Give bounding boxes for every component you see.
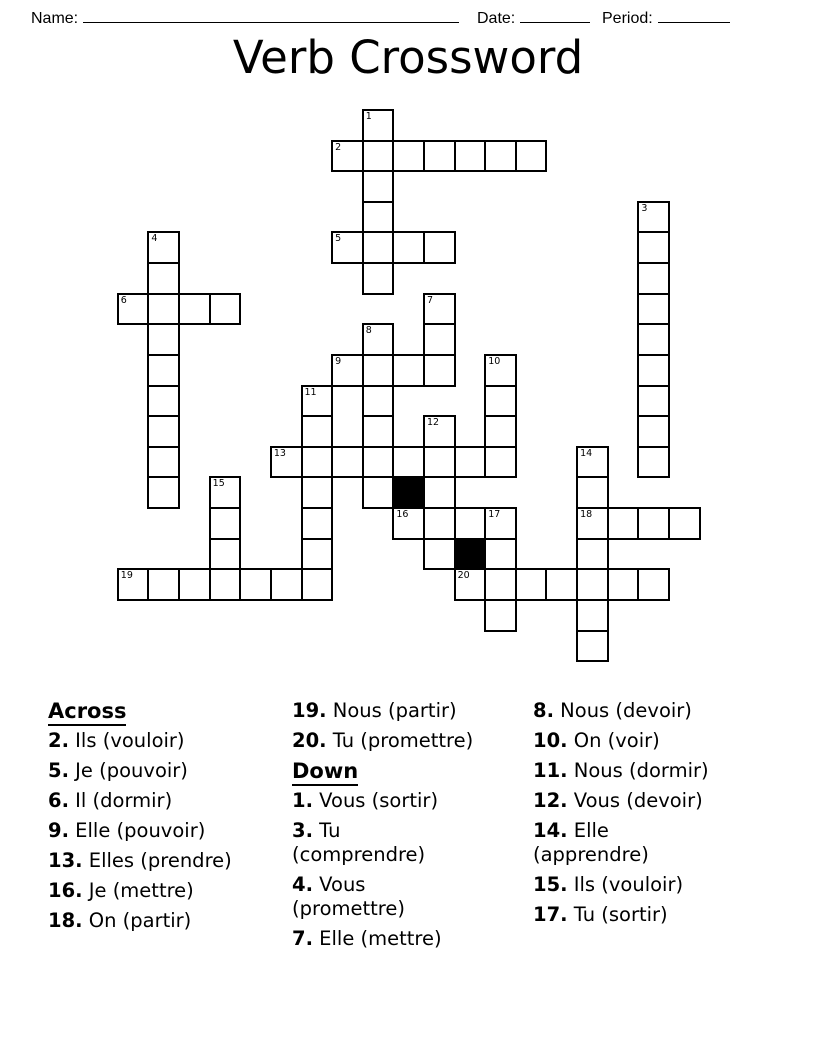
clue-number: 4. (292, 873, 313, 896)
cell-number: 2 (335, 141, 342, 153)
black-cell (454, 538, 487, 571)
clue-item (292, 729, 524, 753)
clue-column-3 (533, 699, 781, 933)
clue-item (533, 759, 781, 783)
clue-item (48, 729, 286, 753)
clue-item (533, 819, 781, 867)
name-label: Name: (31, 10, 79, 27)
clue-item (292, 789, 524, 813)
clue-number: 8. (533, 699, 554, 722)
clue-item (292, 873, 524, 921)
clue-list-heading (292, 759, 524, 783)
grid-cell (637, 323, 670, 356)
clue-item (48, 759, 286, 783)
grid-cell (301, 507, 334, 540)
grid-cell (454, 568, 487, 601)
clue-text: Ils (vouloir) (567, 873, 684, 896)
clue-text: Tu (promettre) (326, 729, 474, 752)
grid-cell (484, 354, 517, 387)
grid-cell (301, 446, 334, 479)
clue-text: Tu (sortir) (567, 903, 668, 926)
grid-cell (637, 201, 670, 234)
cell-number: 12 (427, 417, 440, 429)
clue-item (292, 927, 524, 951)
clue-item (533, 699, 781, 723)
grid-cell (637, 507, 670, 540)
clue-item (533, 903, 781, 927)
grid-cell (301, 385, 334, 418)
grid-cell (607, 507, 640, 540)
clue-number: 12. (533, 789, 568, 812)
grid-cell (637, 446, 670, 479)
grid-cell (576, 538, 609, 571)
grid-cell (515, 140, 548, 173)
cell-number: 14 (580, 447, 593, 459)
grid-cell (392, 354, 425, 387)
clue-number: 16. (48, 879, 83, 902)
grid-cell (576, 568, 609, 601)
clue-text: Vous (promettre) (292, 873, 405, 920)
grid-cell (147, 415, 180, 448)
cell-number: 20 (457, 570, 470, 582)
clue-list-heading (48, 699, 286, 723)
cell-number: 13 (273, 447, 286, 459)
grid-cell (117, 568, 150, 601)
grid-cell (576, 476, 609, 509)
grid-cell (484, 599, 517, 632)
grid-cell (637, 231, 670, 264)
grid-cell (209, 476, 242, 509)
grid-cell (362, 201, 395, 234)
grid-cell (209, 293, 242, 326)
grid-cell (301, 538, 334, 571)
grid-cell (484, 385, 517, 418)
clue-text: Nous (devoir) (553, 699, 692, 722)
clue-text: Elle (pouvoir) (68, 819, 206, 842)
black-cell (392, 476, 425, 509)
clue-text: Elle (mettre) (312, 927, 442, 950)
grid-cell (362, 140, 395, 173)
grid-cell (362, 415, 395, 448)
grid-cell (637, 293, 670, 326)
clue-text: Vous (devoir) (567, 789, 703, 812)
grid-cell (331, 354, 364, 387)
grid-cell (423, 323, 456, 356)
cell-number: 17 (488, 509, 501, 521)
cell-number: 1 (365, 111, 372, 122)
grid-cell (607, 568, 640, 601)
grid-cell (484, 568, 517, 601)
cell-number: 16 (396, 509, 409, 521)
grid-cell (423, 354, 456, 387)
clue-column-2 (292, 699, 524, 957)
clue-text: Je (mettre) (82, 879, 194, 902)
grid-cell (270, 568, 303, 601)
period-field (602, 6, 730, 28)
grid-cell (270, 446, 303, 479)
cell-number: 15 (212, 478, 225, 490)
cell-number: 9 (335, 355, 342, 367)
date-field (477, 6, 590, 28)
clue-number: 3. (292, 819, 313, 842)
clue-item (48, 849, 286, 873)
grid-cell (147, 354, 180, 387)
grid-cell (545, 568, 578, 601)
grid-cell (637, 262, 670, 295)
clue-text: On (partir) (82, 909, 192, 932)
grid-cell (301, 415, 334, 448)
grid-cell (515, 568, 548, 601)
grid-cell (454, 140, 487, 173)
grid-cell (362, 476, 395, 509)
grid-cell (362, 109, 395, 142)
clue-item (48, 819, 286, 843)
name-blank-line (83, 6, 459, 23)
clue-number: 9. (48, 819, 69, 842)
grid-cell (668, 507, 701, 540)
grid-cell (147, 476, 180, 509)
grid-cell (147, 262, 180, 295)
grid-cell (637, 568, 670, 601)
clue-text: On (voir) (567, 729, 660, 752)
grid-cell (423, 293, 456, 326)
clue-item (48, 789, 286, 813)
grid-cell (423, 507, 456, 540)
grid-cell (392, 446, 425, 479)
grid-cell (147, 568, 180, 601)
grid-cell (209, 568, 242, 601)
grid-cell (576, 507, 609, 540)
grid-cell (147, 293, 180, 326)
grid-cell (362, 385, 395, 418)
grid-cell (423, 446, 456, 479)
grid-cell (576, 599, 609, 632)
name-field (31, 6, 459, 28)
clue-number: 20. (292, 729, 327, 752)
clue-text: Elle (apprendre) (533, 819, 649, 866)
grid-cell (117, 293, 150, 326)
clue-text: Vous (sortir) (312, 789, 439, 812)
clue-number: 7. (292, 927, 313, 950)
grid-cell (484, 140, 517, 173)
grid-cell (484, 507, 517, 540)
grid-cell (423, 231, 456, 264)
grid-cell (331, 446, 364, 479)
clue-item (292, 699, 524, 723)
cell-number: 8 (365, 325, 372, 337)
grid-cell (454, 507, 487, 540)
grid-cell (147, 446, 180, 479)
grid-cell (147, 323, 180, 356)
clue-heading-text: Down (292, 759, 358, 786)
grid-cell (484, 415, 517, 448)
grid-cell (147, 231, 180, 264)
grid-cell (362, 323, 395, 356)
grid-cell (454, 446, 487, 479)
grid-cell (362, 446, 395, 479)
clue-number: 5. (48, 759, 69, 782)
grid-cell (331, 231, 364, 264)
clue-number: 13. (48, 849, 83, 872)
clue-heading-text: Across (48, 699, 126, 726)
cell-number: 5 (335, 233, 342, 245)
period-blank-line (658, 6, 730, 23)
grid-cell (576, 446, 609, 479)
clue-number: 10. (533, 729, 568, 752)
grid-cell (392, 507, 425, 540)
cell-number: 18 (580, 509, 593, 521)
cell-number: 19 (120, 570, 133, 582)
cell-number: 10 (488, 355, 501, 367)
grid-cell (362, 170, 395, 203)
clue-item (48, 879, 286, 903)
clue-item (533, 729, 781, 753)
grid-cell (423, 140, 456, 173)
clue-text: Je (pouvoir) (68, 759, 188, 782)
grid-cell (423, 476, 456, 509)
clue-item (533, 873, 781, 897)
grid-cell (484, 538, 517, 571)
grid-cell (362, 231, 395, 264)
grid-cell (392, 140, 425, 173)
period-label: Period: (602, 10, 653, 27)
cell-number: 7 (427, 294, 434, 306)
clue-text: Tu (comprendre) (292, 819, 426, 866)
grid-cell (637, 354, 670, 387)
grid-cell (331, 140, 364, 173)
page-title: Verb Crossword (232, 31, 584, 84)
clue-item (48, 909, 286, 933)
clue-text: Ils (vouloir) (68, 729, 185, 752)
clue-text: Nous (dormir) (567, 759, 709, 782)
grid-cell (209, 507, 242, 540)
grid-cell (209, 538, 242, 571)
cell-number: 6 (120, 294, 127, 306)
clue-number: 14. (533, 819, 568, 842)
clue-number: 11. (533, 759, 568, 782)
grid-cell (147, 385, 180, 418)
clue-item (533, 789, 781, 813)
clue-number: 18. (48, 909, 83, 932)
grid-cell (301, 476, 334, 509)
clue-text: Il (dormir) (68, 789, 173, 812)
clue-item (292, 819, 524, 867)
date-label: Date: (477, 10, 516, 27)
clue-number: 1. (292, 789, 313, 812)
grid-cell (637, 385, 670, 418)
clue-text: Elles (prendre) (82, 849, 232, 872)
clue-number: 19. (292, 699, 327, 722)
grid-cell (423, 415, 456, 448)
clue-number: 17. (533, 903, 568, 926)
grid-cell (178, 293, 211, 326)
date-blank-line (520, 6, 590, 23)
grid-cell (362, 262, 395, 295)
clue-column-1 (48, 699, 286, 939)
cell-number: 4 (151, 233, 158, 245)
grid-cell (423, 538, 456, 571)
clue-number: 2. (48, 729, 69, 752)
grid-cell (392, 231, 425, 264)
cell-number: 11 (304, 386, 317, 398)
grid-cell (301, 568, 334, 601)
grid-cell (637, 415, 670, 448)
clue-text: Nous (partir) (326, 699, 457, 722)
grid-cell (484, 446, 517, 479)
clue-number: 15. (533, 873, 568, 896)
grid-cell (239, 568, 272, 601)
grid-cell (362, 354, 395, 387)
cell-number: 3 (641, 202, 648, 214)
grid-cell (178, 568, 211, 601)
clue-number: 6. (48, 789, 69, 812)
grid-cell (576, 630, 609, 663)
